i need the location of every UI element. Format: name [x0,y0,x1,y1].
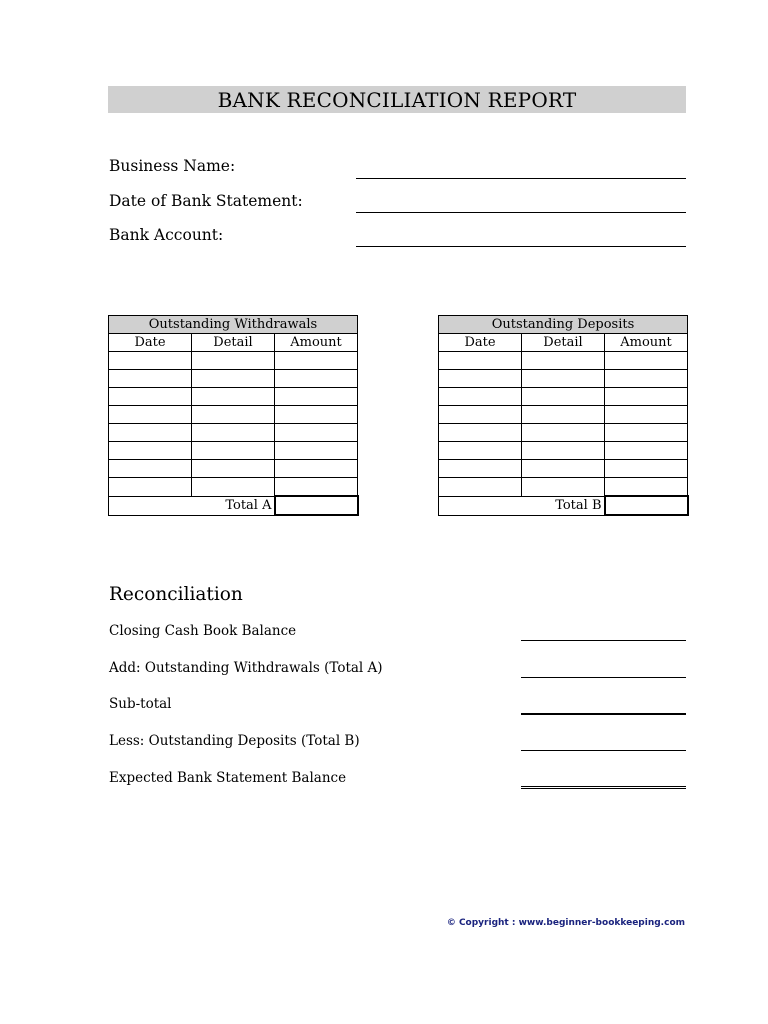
table-cell[interactable] [522,478,605,497]
table-cell[interactable] [109,370,192,388]
table-cell[interactable] [439,460,522,478]
business-name-line[interactable] [356,178,686,179]
statement-date-line[interactable] [356,212,686,213]
table-cell[interactable] [275,370,358,388]
table-cell[interactable] [192,424,275,442]
table-cell[interactable] [275,478,358,497]
deposits-table [438,315,689,516]
expected-balance-line[interactable] [521,786,686,789]
table-cell[interactable] [522,442,605,460]
table-row [439,424,688,442]
withdrawals-table [108,315,359,516]
table-cell[interactable] [522,406,605,424]
withdrawals-table-title: Outstanding Withdrawals [109,316,358,334]
deposits-total-row [439,496,688,515]
table-cell[interactable] [275,352,358,370]
table-row [109,370,358,388]
less-deposits-label: Less: Outstanding Deposits (Total B) [109,733,360,749]
table-cell[interactable] [439,442,522,460]
table-cell[interactable] [192,442,275,460]
copyright-label: Copyright : [458,918,516,928]
deposits-col-amount: Amount [605,334,688,352]
withdrawals-col-detail: Detail [192,334,275,352]
table-row [109,460,358,478]
table-row [439,460,688,478]
table-row [109,442,358,460]
report-title [108,86,686,113]
deposits-col-detail: Detail [522,334,605,352]
table-row [109,388,358,406]
withdrawals-col-date: Date [109,334,192,352]
add-withdrawals-line[interactable] [521,677,686,678]
table-cell[interactable] [522,352,605,370]
copyright-notice [447,918,685,928]
table-cell[interactable] [192,478,275,497]
deposits-total-label: Total B [439,496,605,515]
table-cell[interactable] [192,370,275,388]
subtotal-line[interactable] [521,713,686,715]
subtotal-label: Sub-total [109,696,172,712]
table-cell[interactable] [192,460,275,478]
table-cell[interactable] [439,424,522,442]
deposits-col-date: Date [439,334,522,352]
table-cell[interactable] [192,388,275,406]
copyright-icon: © [446,918,456,928]
table-cell[interactable] [439,478,522,497]
table-cell[interactable] [439,370,522,388]
less-deposits-line[interactable] [521,750,686,751]
table-cell[interactable] [605,424,688,442]
expected-balance-label: Expected Bank Statement Balance [109,770,347,786]
copyright-link[interactable]: www.beginner-bookkeeping.com [518,918,685,928]
statement-date-label: Date of Bank Statement: [109,192,303,210]
deposits-table-title: Outstanding Deposits [439,316,688,334]
table-cell[interactable] [522,388,605,406]
table-cell[interactable] [275,442,358,460]
table-row [439,442,688,460]
table-cell[interactable] [605,406,688,424]
withdrawals-total-row [109,496,358,515]
table-cell[interactable] [522,460,605,478]
table-cell[interactable] [192,406,275,424]
table-cell[interactable] [109,460,192,478]
table-cell[interactable] [439,388,522,406]
reconciliation-heading: Reconciliation [109,584,243,605]
withdrawals-total-amount[interactable] [275,496,358,515]
table-row [439,406,688,424]
bank-account-label: Bank Account: [109,226,224,244]
table-row [439,352,688,370]
table-cell[interactable] [275,406,358,424]
table-cell[interactable] [275,424,358,442]
table-cell[interactable] [109,442,192,460]
table-cell[interactable] [109,388,192,406]
table-row [109,406,358,424]
closing-cash-book-line[interactable] [521,640,686,641]
table-cell[interactable] [109,352,192,370]
table-cell[interactable] [439,406,522,424]
table-cell[interactable] [439,352,522,370]
table-row [109,478,358,497]
table-row [109,424,358,442]
table-row [439,388,688,406]
table-cell[interactable] [605,478,688,497]
table-cell[interactable] [275,388,358,406]
closing-cash-book-label: Closing Cash Book Balance [109,623,297,639]
table-cell[interactable] [605,388,688,406]
table-cell[interactable] [192,352,275,370]
business-name-label: Business Name: [109,157,236,175]
table-cell[interactable] [275,460,358,478]
deposits-total-amount[interactable] [605,496,688,515]
table-cell[interactable] [605,442,688,460]
table-cell[interactable] [109,478,192,497]
bank-account-line[interactable] [356,246,686,247]
withdrawals-col-amount: Amount [275,334,358,352]
report-title-text: BANK RECONCILIATION REPORT [217,87,577,112]
table-cell[interactable] [605,352,688,370]
table-cell[interactable] [605,370,688,388]
table-cell[interactable] [109,424,192,442]
table-cell[interactable] [522,424,605,442]
add-withdrawals-label: Add: Outstanding Withdrawals (Total A) [109,660,383,676]
table-row [439,478,688,497]
table-cell[interactable] [522,370,605,388]
table-cell[interactable] [605,460,688,478]
table-row [439,370,688,388]
withdrawals-total-label: Total A [109,496,275,515]
table-cell[interactable] [109,406,192,424]
table-row [109,352,358,370]
